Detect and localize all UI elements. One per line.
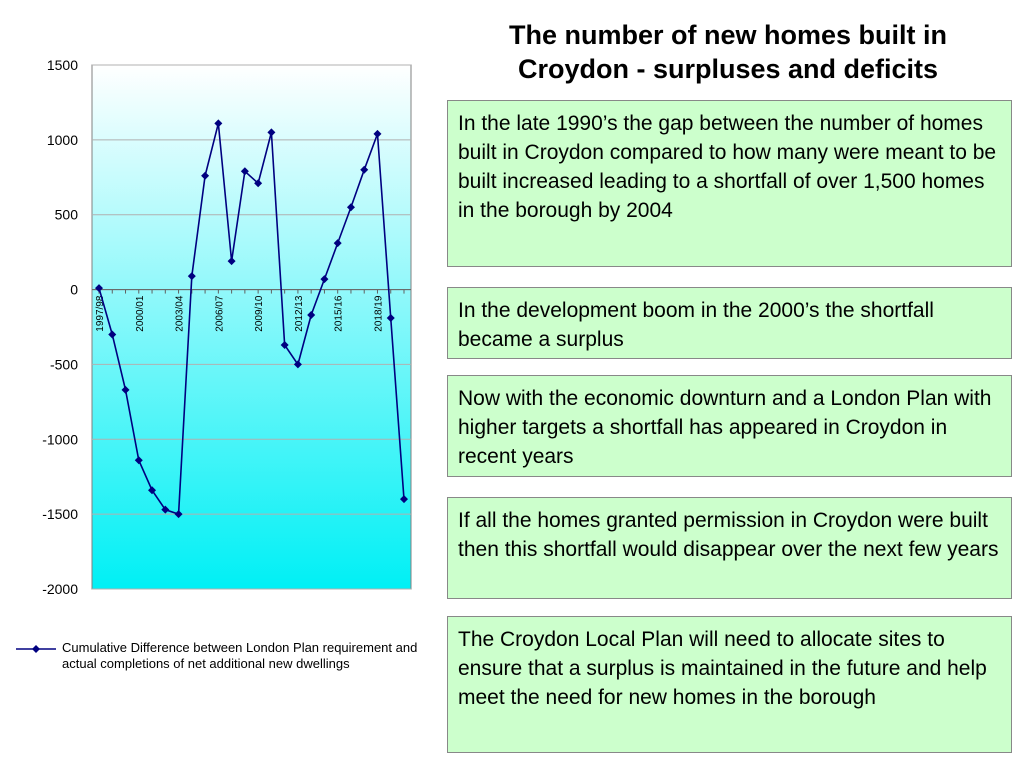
text-box-late-1990s	[447, 100, 1012, 267]
y-tick-label: 500	[54, 206, 78, 223]
text-box-economic-downturn-text: Now with the economic downturn and a London Plan with higher targets a shortfall has appeared in Croydon in recent years	[458, 387, 992, 468]
text-box-development-boom	[447, 287, 1012, 359]
y-tick-label: 1500	[46, 57, 78, 73]
text-box-late-1990s-text: In the late 1990’s the gap between the number of homes built in Croydon compared to how many were meant to be built increased leading to a shortfall of over 1,500 homes in the borough by 2004	[458, 112, 997, 222]
x-tick-label: 2012/13	[293, 295, 305, 332]
x-tick-label: 2015/16	[333, 295, 345, 332]
title-line-1: The number of new homes built in	[508, 20, 947, 50]
x-tick-label: 2018/19	[373, 295, 385, 332]
page-title	[440, 18, 1016, 86]
text-box-local-plan-text: The Croydon Local Plan will need to allocate sites to ensure that a surplus is maintained in the future and help meet the need for new homes in the borough	[458, 628, 987, 709]
y-tick-label: 0	[70, 281, 78, 298]
x-tick-label: 2000/01	[134, 295, 146, 332]
y-tick-label: -1000	[42, 431, 78, 448]
y-tick-label: -1500	[42, 506, 78, 523]
y-tick-label: -2000	[42, 581, 78, 597]
title-line-2: Croydon - surpluses and deficits	[517, 54, 939, 84]
legend-label: Cumulative Difference between London Plan requirement and actual completions of net additional new dwellings	[62, 640, 418, 671]
y-axis-ticks	[42, 57, 78, 597]
text-box-economic-downturn	[447, 375, 1012, 477]
text-box-local-plan	[447, 616, 1012, 753]
x-tick-label: 2009/10	[254, 295, 266, 332]
y-tick-label: -500	[49, 356, 78, 373]
y-tick-label: 1000	[46, 131, 78, 148]
line-chart	[0, 0, 430, 630]
text-box-development-boom-text: In the development boom in the 2000’s the shortfall became a surplus	[458, 299, 934, 351]
legend-line-marker	[14, 640, 58, 658]
x-tick-label: 2006/07	[214, 295, 226, 332]
text-box-permissions-text: If all the homes granted permission in Croydon were built then this shortfall would disappear over the next few years	[458, 509, 999, 561]
x-tick-label: 1997/98	[95, 295, 106, 332]
text-box-permissions	[447, 497, 1012, 599]
x-tick-label: 2003/04	[174, 295, 186, 332]
